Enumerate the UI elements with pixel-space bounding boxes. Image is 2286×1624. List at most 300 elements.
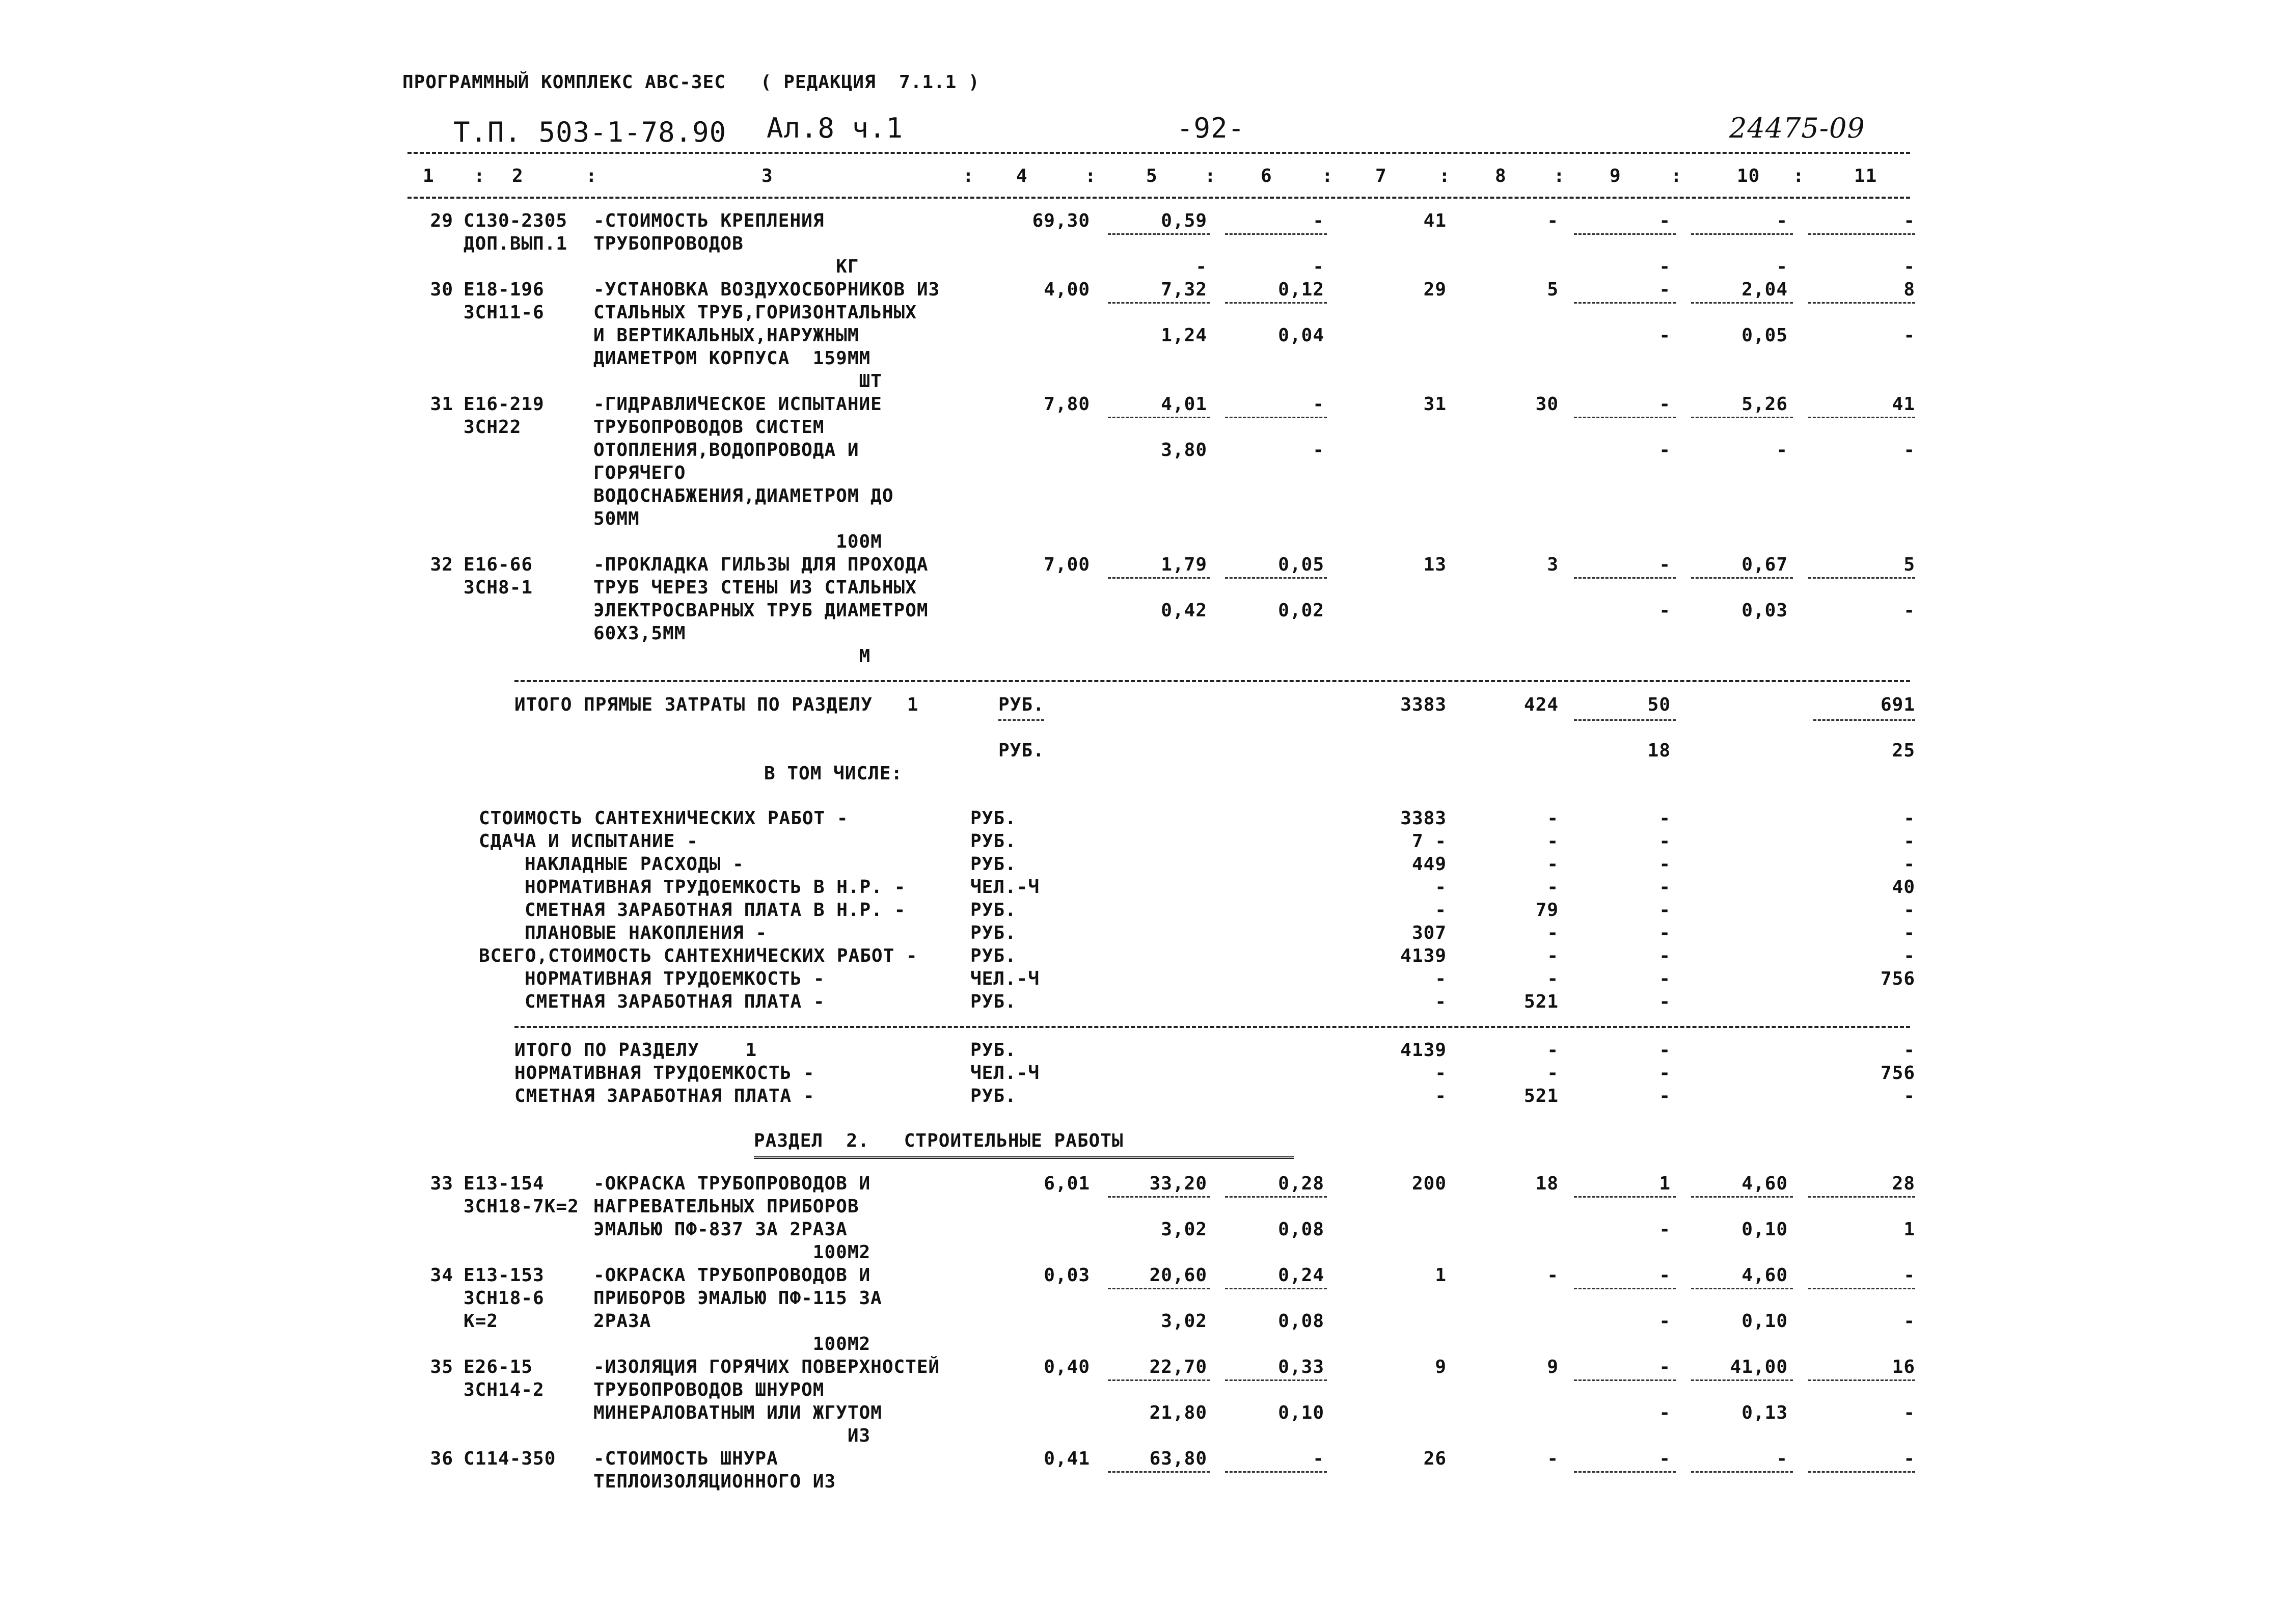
cell-c11: - (1903, 1265, 1915, 1286)
cell-c2: Е13-153 (464, 1265, 545, 1286)
section-total-unit: ЧЕЛ.-Ч (970, 1063, 1040, 1084)
section-total-c8: - (1547, 1040, 1559, 1061)
cell-c2: К=2 (464, 1311, 499, 1332)
cell-c9: - (1659, 279, 1671, 300)
summary-c11: - (1903, 808, 1915, 829)
row-rule (1108, 1379, 1210, 1381)
including-label: В ТОМ ЧИСЛЕ: (764, 763, 903, 784)
summary-label: ПЛАНОВЫЕ НАКОПЛЕНИЯ - (525, 923, 768, 943)
cell-c6: 0,08 (1278, 1311, 1324, 1332)
summary-c8: - (1547, 923, 1559, 943)
section-total-c8: - (1547, 1063, 1559, 1084)
cell-c5: 22,70 (1149, 1357, 1207, 1377)
cell-c4: 4,00 (1044, 279, 1090, 300)
cell-c3: ГОРЯЧЕГО (593, 463, 686, 483)
cell-c1: 32 (430, 554, 453, 575)
row-rule (1225, 302, 1327, 304)
cell-c4: 7,00 (1044, 554, 1090, 575)
summary-label: НОРМАТИВНАЯ ТРУДОЕМКОСТЬ В Н.Р. - (525, 877, 906, 898)
summary-c7: 3383 (1400, 808, 1447, 829)
cell-c2: Е26-15 (464, 1357, 533, 1377)
cell-c9: - (1659, 1448, 1671, 1469)
column-number: 3 (761, 166, 773, 186)
summary-label: НАКЛАДНЫЕ РАСХОДЫ - (525, 854, 744, 875)
cell-c3: -СТОИМОСТЬ ШНУРА (593, 1448, 778, 1469)
cell-c10: - (1776, 256, 1788, 277)
column-number: 9 (1610, 166, 1621, 186)
summary-c11: 756 (1880, 968, 1915, 989)
summary-c7: - (1435, 991, 1447, 1012)
summary-c8: - (1547, 808, 1559, 829)
cell-c4: 0,03 (1044, 1265, 1090, 1286)
cell-c9: - (1659, 440, 1671, 461)
summary-unit: РУБ. (970, 945, 1017, 966)
cell-c1: 35 (430, 1357, 453, 1377)
row-rule (1691, 417, 1793, 418)
summary-c11: - (1903, 923, 1915, 943)
cell-c7: 26 (1423, 1448, 1447, 1469)
row-rule (1225, 1288, 1327, 1289)
column-separator: : (1205, 166, 1216, 186)
cell-c8: - (1547, 1448, 1559, 1469)
cell-c11: - (1903, 1402, 1915, 1423)
summary-unit: РУБ. (970, 900, 1017, 921)
section-total-c8: 521 (1523, 1086, 1559, 1106)
summary-label: СДАЧА И ИСПЫТАНИЕ - (479, 831, 698, 852)
row-rule (1691, 302, 1793, 304)
cell-c10: 4,60 (1741, 1173, 1788, 1194)
cell-c6: 0,12 (1278, 279, 1324, 300)
cell-c3: СТАЛЬНЫХ ТРУБ,ГОРИЗОНТАЛЬНЫХ (593, 302, 917, 323)
row-rule (1691, 233, 1793, 235)
cell-c7: 29 (1423, 279, 1447, 300)
cell-c2: ДОП.ВЫП.1 (464, 233, 568, 254)
cell-c8: 18 (1535, 1173, 1559, 1194)
cell-c3: ЭЛЕКТРОСВАРНЫХ ТРУБ ДИАМЕТРОМ (593, 600, 929, 621)
row-rule (1691, 1471, 1793, 1473)
row-rule (1225, 1379, 1327, 1381)
cell-c7: 9 (1435, 1357, 1447, 1377)
cell-c3: ТРУБОПРОВОДОВ (593, 233, 744, 254)
unit-underline (998, 719, 1044, 721)
cell-c9: - (1659, 1357, 1671, 1377)
cell-c11: 16 (1892, 1357, 1915, 1377)
summary-c9: - (1659, 991, 1671, 1012)
cell-c6: 0,04 (1278, 325, 1324, 346)
summary-c9: - (1659, 854, 1671, 875)
cell-c1: 31 (430, 394, 453, 415)
cell-c10: 0,13 (1741, 1402, 1788, 1423)
section-total-c9: - (1659, 1040, 1671, 1061)
cell-c9: - (1659, 394, 1671, 415)
row-rule (1574, 577, 1676, 579)
column-separator: : (1322, 166, 1334, 186)
row-rule (1808, 233, 1915, 235)
summary-unit: РУБ. (970, 808, 1017, 829)
cell-c9: - (1659, 1265, 1671, 1286)
row-rule (1108, 577, 1210, 579)
row-rule (1808, 1471, 1915, 1473)
cell-c1: 34 (430, 1265, 453, 1286)
section-total-label: НОРМАТИВНАЯ ТРУДОЕМКОСТЬ - (514, 1063, 815, 1084)
cell-c9: - (1659, 325, 1671, 346)
cell-c11: 5 (1903, 554, 1915, 575)
section-total-c7: 4139 (1400, 1040, 1447, 1061)
cell-c2: Е13-154 (464, 1173, 545, 1194)
cell-c3: 50ММ (593, 508, 640, 529)
cell-c9: - (1659, 1219, 1671, 1240)
section-total-unit: РУБ. (970, 1040, 1017, 1061)
cell-c5: 0,42 (1161, 600, 1207, 621)
cell-c6: 0,02 (1278, 600, 1324, 621)
cell-c10: 4,60 (1741, 1265, 1788, 1286)
summary-c8: - (1547, 945, 1559, 966)
c9-underline (1574, 719, 1676, 721)
direct-total-unit: РУБ. (998, 694, 1045, 715)
summary-unit: ЧЕЛ.-Ч (970, 877, 1040, 898)
cell-c3: М (593, 646, 871, 667)
column-separator: : (1554, 166, 1565, 186)
row-rule (1574, 1196, 1676, 1198)
cell-c6: 0,24 (1278, 1265, 1324, 1286)
row-rule (1691, 1196, 1793, 1198)
cell-c9: - (1659, 210, 1671, 231)
cell-c5: 1,79 (1161, 554, 1207, 575)
section-2-underline (754, 1156, 1294, 1159)
cell-c8: 30 (1535, 394, 1559, 415)
cell-c7: 1 (1435, 1265, 1447, 1286)
cell-c11: 8 (1903, 279, 1915, 300)
cell-c10: - (1776, 1448, 1788, 1469)
row-rule (1225, 417, 1327, 418)
section-total-c9: - (1659, 1063, 1671, 1084)
summary-c7: 307 (1411, 923, 1447, 943)
direct-total-c9: 50 (1647, 694, 1671, 715)
column-separator: : (586, 166, 597, 186)
summary-c8: 521 (1523, 991, 1559, 1012)
cell-c3: КГ (593, 256, 859, 277)
cell-c5: 33,20 (1149, 1173, 1207, 1194)
summary-c7: 7 - (1411, 831, 1447, 852)
summary-c7: - (1435, 968, 1447, 989)
cell-c2: 3СН14-2 (464, 1379, 545, 1400)
document-number: 24475-09 (1729, 112, 1865, 144)
cell-c11: - (1903, 210, 1915, 231)
cell-c3: 2РАЗА (593, 1311, 651, 1332)
summary-c9: - (1659, 900, 1671, 921)
cell-c3: 60Х3,5ММ (593, 623, 686, 644)
row-rule (1574, 1288, 1676, 1289)
row-rule (1574, 233, 1676, 235)
section-total-c7: - (1435, 1063, 1447, 1084)
cell-c3: -ПРОКЛАДКА ГИЛЬЗЫ ДЛЯ ПРОХОДА (593, 554, 929, 575)
summary-c9: - (1659, 923, 1671, 943)
row-rule (1225, 577, 1327, 579)
column-number: 1 (423, 166, 434, 186)
cell-c11: - (1903, 1448, 1915, 1469)
row-rule (1808, 577, 1915, 579)
cell-c3: НАГРЕВАТЕЛЬНЫХ ПРИБОРОВ (593, 1196, 859, 1217)
row-rule (1808, 1288, 1915, 1289)
summary-c9: - (1659, 877, 1671, 898)
row-rule (1574, 417, 1676, 418)
cell-c1: 30 (430, 279, 453, 300)
cell-c3: -ГИДРАВЛИЧЕСКОЕ ИСПЫТАНИЕ (593, 394, 882, 415)
cell-c2: 3СН18-7К=2 (464, 1196, 579, 1217)
cell-c2: Е18-196 (464, 279, 545, 300)
summary-c9: - (1659, 945, 1671, 966)
cell-c4: 0,41 (1044, 1448, 1090, 1469)
cell-c9: - (1659, 256, 1671, 277)
cell-c11: - (1903, 1311, 1915, 1332)
section-total-c11: - (1903, 1040, 1915, 1061)
column-number: 4 (1016, 166, 1028, 186)
section-total-c9: - (1659, 1086, 1671, 1106)
cell-c2: С130-2305 (464, 210, 568, 231)
cell-c9: - (1659, 600, 1671, 621)
row-rule (1808, 1196, 1915, 1198)
project-code: Т.П. 503-1-78.90 (453, 116, 727, 148)
row-rule (1108, 1196, 1210, 1198)
column-separator: : (1439, 166, 1451, 186)
summary-label: СМЕТНАЯ ЗАРАБОТНАЯ ПЛАТА - (525, 991, 825, 1012)
summary-label: ВСЕГО,СТОИМОСТЬ САНТЕХНИЧЕСКИХ РАБОТ - (479, 945, 918, 966)
section-total-label: СМЕТНАЯ ЗАРАБОТНАЯ ПЛАТА - (514, 1086, 815, 1106)
row-rule (1691, 1288, 1793, 1289)
direct-total-unit-2: РУБ. (998, 740, 1045, 761)
cell-c10: - (1776, 440, 1788, 461)
cell-c5: 3,80 (1161, 440, 1207, 461)
cell-c3: МИНЕРАЛОВАТНЫМ ИЛИ ЖГУТОМ (593, 1402, 882, 1423)
cell-c3: -ОКРАСКА ТРУБОПРОВОДОВ И (593, 1265, 871, 1286)
column-number: 6 (1261, 166, 1272, 186)
cell-c7: 31 (1423, 394, 1447, 415)
summary-c11: - (1903, 831, 1915, 852)
summary-unit: РУБ. (970, 923, 1017, 943)
cell-c3: ТЕПЛОИЗОЛЯЦИОННОГО ИЗ (593, 1471, 836, 1492)
summary-c8: - (1547, 877, 1559, 898)
cell-c5: 21,80 (1149, 1402, 1207, 1423)
cell-c5: 3,02 (1161, 1311, 1207, 1332)
cell-c3: ИЗ (593, 1425, 871, 1446)
summary-label: СТОИМОСТЬ САНТЕХНИЧЕСКИХ РАБОТ - (479, 808, 849, 829)
cell-c4: 0,40 (1044, 1357, 1090, 1377)
c11-underline (1813, 719, 1915, 721)
cell-c3: ДИАМЕТРОМ КОРПУСА 159ММ (593, 348, 871, 369)
cell-c9: 1 (1659, 1173, 1671, 1194)
summary-c9: - (1659, 831, 1671, 852)
section-total-label: ИТОГО ПО РАЗДЕЛУ 1 (514, 1040, 757, 1061)
cell-c7: 13 (1423, 554, 1447, 575)
row-rule (1108, 417, 1210, 418)
row-rule (1225, 1196, 1327, 1198)
summary-c9: - (1659, 968, 1671, 989)
cell-c3: ПРИБОРОВ ЭМАЛЬЮ ПФ-115 ЗА (593, 1288, 882, 1309)
direct-total-c7: 3383 (1400, 694, 1447, 715)
cell-c10: 0,10 (1741, 1219, 1788, 1240)
cell-c6: - (1313, 1448, 1324, 1469)
cell-c9: - (1659, 554, 1671, 575)
cell-c3: И ВЕРТИКАЛЬНЫХ,НАРУЖНЫМ (593, 325, 859, 346)
cell-c3: ТРУБ ЧЕРЕЗ СТЕНЫ ИЗ СТАЛЬНЫХ (593, 577, 917, 598)
cell-c3: ТРУБОПРОВОДОВ ШНУРОМ (593, 1379, 825, 1400)
summary-c7: 4139 (1400, 945, 1447, 966)
section-total-rule (514, 1026, 1910, 1028)
cell-c3: ВОДОСНАБЖЕНИЯ,ДИАМЕТРОМ ДО (593, 485, 894, 506)
cell-c3: ЭМАЛЬЮ ПФ-837 ЗА 2РАЗА (593, 1219, 848, 1240)
summary-unit: РУБ. (970, 854, 1017, 875)
header-rule (407, 152, 1910, 154)
cell-c11: - (1903, 256, 1915, 277)
cell-c3: -УСТАНОВКА ВОЗДУХОСБОРНИКОВ ИЗ (593, 279, 940, 300)
page-number: -92- (1177, 112, 1245, 144)
cell-c6: 0,05 (1278, 554, 1324, 575)
column-number: 11 (1854, 166, 1877, 186)
cell-c3: ШТ (593, 371, 882, 392)
cell-c10: - (1776, 210, 1788, 231)
cell-c11: - (1903, 440, 1915, 461)
cell-c10: 0,03 (1741, 600, 1788, 621)
summary-c11: - (1903, 945, 1915, 966)
column-number: 2 (512, 166, 524, 186)
cell-c6: - (1313, 440, 1324, 461)
summary-c11: - (1903, 900, 1915, 921)
cell-c11: 28 (1892, 1173, 1915, 1194)
column-number: 5 (1146, 166, 1158, 186)
row-rule (1691, 577, 1793, 579)
summary-c7: - (1435, 900, 1447, 921)
cell-c8: - (1547, 1265, 1559, 1286)
summary-c9: - (1659, 808, 1671, 829)
cell-c10: 0,67 (1741, 554, 1788, 575)
cell-c1: 29 (430, 210, 453, 231)
column-separator: : (963, 166, 974, 186)
cell-c5: 3,02 (1161, 1219, 1207, 1240)
direct-total-label: ИТОГО ПРЯМЫЕ ЗАТРАТЫ ПО РАЗДЕЛУ 1 (514, 694, 919, 715)
cell-c3: ТРУБОПРОВОДОВ СИСТЕМ (593, 417, 825, 438)
cell-c10: 41,00 (1730, 1357, 1788, 1377)
cell-c3: 100М2 (593, 1334, 871, 1355)
cell-c2: 3СН22 (464, 417, 522, 438)
cell-c2: Е16-66 (464, 554, 533, 575)
summary-unit: ЧЕЛ.-Ч (970, 968, 1040, 989)
row-rule (1108, 233, 1210, 235)
cell-c2: Е16-219 (464, 394, 545, 415)
cell-c5: 20,60 (1149, 1265, 1207, 1286)
cell-c11: - (1903, 325, 1915, 346)
cell-c9: - (1659, 1402, 1671, 1423)
cell-c5: 1,24 (1161, 325, 1207, 346)
cell-c1: 33 (430, 1173, 453, 1194)
cell-c5: 4,01 (1161, 394, 1207, 415)
section-total-unit: РУБ. (970, 1086, 1017, 1106)
cell-c2: 3СН11-6 (464, 302, 545, 323)
cell-c2: 3СН8-1 (464, 577, 533, 598)
section-2-title: РАЗДЕЛ 2. СТРОИТЕЛЬНЫЕ РАБОТЫ (754, 1130, 1124, 1151)
column-number: 8 (1495, 166, 1507, 186)
cell-c3: -СТОИМОСТЬ КРЕПЛЕНИЯ (593, 210, 825, 231)
summary-c8: - (1547, 854, 1559, 875)
cell-c6: 0,08 (1278, 1219, 1324, 1240)
row-rule (1691, 1379, 1793, 1381)
column-header-rule (407, 197, 1910, 199)
cell-c4: 69,30 (1032, 210, 1090, 231)
section-total-c11: 756 (1880, 1063, 1915, 1084)
cell-c7: 41 (1423, 210, 1447, 231)
cell-c3: ОТОПЛЕНИЯ,ВОДОПРОВОДА И (593, 440, 859, 461)
section-total-c7: - (1435, 1086, 1447, 1106)
summary-c8: 79 (1535, 900, 1559, 921)
cell-c7: 200 (1411, 1173, 1447, 1194)
direct-total-2-c9: 18 (1647, 740, 1671, 761)
row-rule (1225, 233, 1327, 235)
summary-c8: - (1547, 968, 1559, 989)
cell-c5: 7,32 (1161, 279, 1207, 300)
cell-c2: С114-350 (464, 1448, 556, 1469)
column-separator: : (1671, 166, 1682, 186)
cell-c6: - (1313, 256, 1324, 277)
cell-c6: 0,10 (1278, 1402, 1324, 1423)
cell-c3: 100М2 (593, 1242, 871, 1263)
summary-c11: - (1903, 854, 1915, 875)
cell-c8: - (1547, 210, 1559, 231)
summary-label: НОРМАТИВНАЯ ТРУДОЕМКОСТЬ - (525, 968, 825, 989)
row-rule (1574, 302, 1676, 304)
column-number: 10 (1737, 166, 1760, 186)
cell-c3: -ИЗОЛЯЦИЯ ГОРЯЧИХ ПОВЕРХНОСТЕЙ (593, 1357, 940, 1377)
summary-c7: 449 (1411, 854, 1447, 875)
program-header: ПРОГРАММНЫЙ КОМПЛЕКС АВС-3ЕС ( РЕДАКЦИЯ 7.1.1 ) (402, 72, 980, 93)
cell-c11: 1 (1903, 1219, 1915, 1240)
row-rule (1108, 1471, 1210, 1473)
cell-c3: 100М (593, 531, 882, 552)
cell-c4: 6,01 (1044, 1173, 1090, 1194)
album-number: Ал.8 ч.1 (767, 112, 904, 144)
row-rule (1225, 1471, 1327, 1473)
summary-unit: РУБ. (970, 831, 1017, 852)
direct-total-c8: 424 (1523, 694, 1559, 715)
cell-c6: - (1313, 394, 1324, 415)
column-separator: : (1793, 166, 1805, 186)
summary-unit: РУБ. (970, 991, 1017, 1012)
cell-c8: 3 (1547, 554, 1559, 575)
cell-c3: -ОКРАСКА ТРУБОПРОВОДОВ И (593, 1173, 871, 1194)
direct-total-c11: 691 (1880, 694, 1915, 715)
row-rule (1574, 1471, 1676, 1473)
cell-c5: 0,59 (1161, 210, 1207, 231)
totals-rule (514, 680, 1910, 682)
cell-c9: - (1659, 1311, 1671, 1332)
column-separator: : (474, 166, 485, 186)
cell-c10: 0,10 (1741, 1311, 1788, 1332)
column-separator: : (1085, 166, 1097, 186)
cell-c8: 5 (1547, 279, 1559, 300)
summary-c7: - (1435, 877, 1447, 898)
row-rule (1108, 302, 1210, 304)
cell-c6: 0,28 (1278, 1173, 1324, 1194)
row-rule (1808, 302, 1915, 304)
row-rule (1108, 1288, 1210, 1289)
cell-c6: 0,33 (1278, 1357, 1324, 1377)
summary-c11: 40 (1892, 877, 1915, 898)
cell-c11: - (1903, 600, 1915, 621)
direct-total-2-c11: 25 (1892, 740, 1915, 761)
cell-c4: 7,80 (1044, 394, 1090, 415)
column-number: 7 (1375, 166, 1387, 186)
cell-c11: 41 (1892, 394, 1915, 415)
row-rule (1574, 1379, 1676, 1381)
cell-c10: 5,26 (1741, 394, 1788, 415)
